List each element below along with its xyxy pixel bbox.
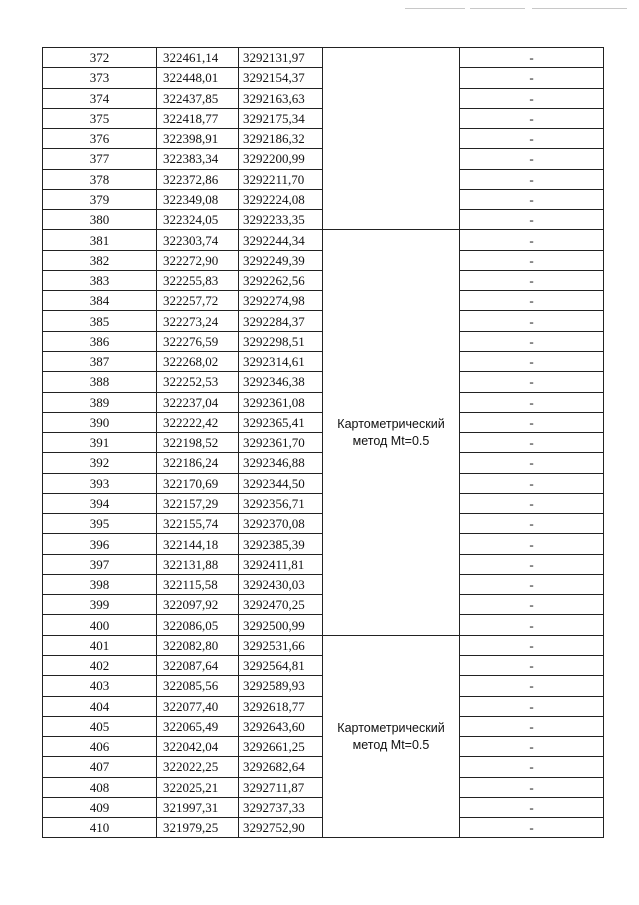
- scan-artifact: [532, 8, 627, 9]
- x-coordinate-cell: 322349,08: [157, 189, 239, 209]
- point-number-cell: 376: [43, 129, 157, 149]
- point-number-cell: 372: [43, 48, 157, 68]
- method-cell: [323, 230, 460, 635]
- point-number-cell: 400: [43, 615, 157, 635]
- y-coordinate-cell: 3292244,34: [239, 230, 323, 250]
- point-number-cell: 378: [43, 169, 157, 189]
- point-number-cell: 398: [43, 574, 157, 594]
- y-coordinate-cell: 3292752,90: [239, 818, 323, 838]
- note-cell: -: [460, 331, 604, 351]
- note-cell: -: [460, 737, 604, 757]
- point-number-cell: 391: [43, 433, 157, 453]
- y-coordinate-cell: 3292365,41: [239, 412, 323, 432]
- y-coordinate-cell: 3292346,88: [239, 453, 323, 473]
- x-coordinate-cell: 322198,52: [157, 433, 239, 453]
- note-cell: -: [460, 655, 604, 675]
- y-coordinate-cell: 3292346,38: [239, 372, 323, 392]
- y-coordinate-cell: 3292211,70: [239, 169, 323, 189]
- point-number-cell: 409: [43, 797, 157, 817]
- point-number-cell: 396: [43, 534, 157, 554]
- coordinates-table: [42, 47, 604, 838]
- y-coordinate-cell: 3292661,25: [239, 737, 323, 757]
- x-coordinate-cell: 322022,25: [157, 757, 239, 777]
- point-number-cell: 404: [43, 696, 157, 716]
- x-coordinate-cell: 322157,29: [157, 493, 239, 513]
- x-coordinate-cell: 322252,53: [157, 372, 239, 392]
- y-coordinate-cell: 3292361,08: [239, 392, 323, 412]
- y-coordinate-cell: 3292284,37: [239, 311, 323, 331]
- point-number-cell: 406: [43, 737, 157, 757]
- note-cell: -: [460, 473, 604, 493]
- point-number-cell: 384: [43, 291, 157, 311]
- point-number-cell: 387: [43, 351, 157, 371]
- note-cell: -: [460, 757, 604, 777]
- method-cell: [323, 48, 460, 230]
- note-cell: -: [460, 818, 604, 838]
- note-cell: -: [460, 493, 604, 513]
- point-number-cell: 397: [43, 554, 157, 574]
- y-coordinate-cell: 3292249,39: [239, 250, 323, 270]
- note-cell: -: [460, 615, 604, 635]
- point-number-cell: 403: [43, 676, 157, 696]
- x-coordinate-cell: 322276,59: [157, 331, 239, 351]
- note-cell: -: [460, 68, 604, 88]
- x-coordinate-cell: 322268,02: [157, 351, 239, 371]
- x-coordinate-cell: 322144,18: [157, 534, 239, 554]
- note-cell: -: [460, 250, 604, 270]
- note-cell: -: [460, 230, 604, 250]
- y-coordinate-cell: 3292385,39: [239, 534, 323, 554]
- x-coordinate-cell: 321997,31: [157, 797, 239, 817]
- point-number-cell: 377: [43, 149, 157, 169]
- x-coordinate-cell: 322418,77: [157, 108, 239, 128]
- note-cell: -: [460, 129, 604, 149]
- x-coordinate-cell: 322097,92: [157, 595, 239, 615]
- y-coordinate-cell: 3292154,37: [239, 68, 323, 88]
- table-row: [43, 230, 604, 250]
- point-number-cell: 385: [43, 311, 157, 331]
- note-cell: -: [460, 291, 604, 311]
- x-coordinate-cell: 322131,88: [157, 554, 239, 574]
- x-coordinate-cell: 322273,24: [157, 311, 239, 331]
- point-number-cell: 380: [43, 210, 157, 230]
- x-coordinate-cell: 322237,04: [157, 392, 239, 412]
- y-coordinate-cell: 3292470,25: [239, 595, 323, 615]
- note-cell: -: [460, 574, 604, 594]
- note-cell: -: [460, 311, 604, 331]
- y-coordinate-cell: 3292500,99: [239, 615, 323, 635]
- point-number-cell: 401: [43, 635, 157, 655]
- y-coordinate-cell: 3292186,32: [239, 129, 323, 149]
- y-coordinate-cell: 3292531,66: [239, 635, 323, 655]
- x-coordinate-cell: 322437,85: [157, 88, 239, 108]
- note-cell: -: [460, 412, 604, 432]
- point-number-cell: 399: [43, 595, 157, 615]
- note-cell: -: [460, 534, 604, 554]
- method-text: Картометрический: [337, 416, 445, 431]
- y-coordinate-cell: 3292163,63: [239, 88, 323, 108]
- point-number-cell: 390: [43, 412, 157, 432]
- x-coordinate-cell: 322042,04: [157, 737, 239, 757]
- method-text: метод Mt=0.5: [352, 433, 430, 448]
- x-coordinate-cell: 322186,24: [157, 453, 239, 473]
- y-coordinate-cell: 3292682,64: [239, 757, 323, 777]
- note-cell: -: [460, 777, 604, 797]
- note-cell: -: [460, 595, 604, 615]
- point-number-cell: 392: [43, 453, 157, 473]
- note-cell: -: [460, 48, 604, 68]
- y-coordinate-cell: 3292564,81: [239, 655, 323, 675]
- x-coordinate-cell: 322257,72: [157, 291, 239, 311]
- note-cell: -: [460, 169, 604, 189]
- note-cell: -: [460, 189, 604, 209]
- note-cell: -: [460, 108, 604, 128]
- y-coordinate-cell: 3292430,03: [239, 574, 323, 594]
- x-coordinate-cell: 322025,21: [157, 777, 239, 797]
- point-number-cell: 407: [43, 757, 157, 777]
- x-coordinate-cell: 322115,58: [157, 574, 239, 594]
- x-coordinate-cell: 322255,83: [157, 270, 239, 290]
- note-cell: -: [460, 453, 604, 473]
- x-coordinate-cell: 322398,91: [157, 129, 239, 149]
- scan-artifact: [405, 8, 465, 9]
- y-coordinate-cell: 3292274,98: [239, 291, 323, 311]
- note-cell: -: [460, 88, 604, 108]
- x-coordinate-cell: 322085,56: [157, 676, 239, 696]
- point-number-cell: 405: [43, 716, 157, 736]
- note-cell: -: [460, 635, 604, 655]
- y-coordinate-cell: 3292618,77: [239, 696, 323, 716]
- y-coordinate-cell: 3292711,87: [239, 777, 323, 797]
- point-number-cell: 375: [43, 108, 157, 128]
- point-number-cell: 389: [43, 392, 157, 412]
- point-number-cell: 395: [43, 514, 157, 534]
- point-number-cell: 382: [43, 250, 157, 270]
- x-coordinate-cell: 322170,69: [157, 473, 239, 493]
- point-number-cell: 394: [43, 493, 157, 513]
- note-cell: -: [460, 797, 604, 817]
- x-coordinate-cell: 322087,64: [157, 655, 239, 675]
- point-number-cell: 386: [43, 331, 157, 351]
- scan-artifact: [470, 8, 525, 9]
- y-coordinate-cell: 3292314,61: [239, 351, 323, 371]
- y-coordinate-cell: 3292200,99: [239, 149, 323, 169]
- note-cell: -: [460, 210, 604, 230]
- note-cell: -: [460, 392, 604, 412]
- y-coordinate-cell: 3292361,70: [239, 433, 323, 453]
- y-coordinate-cell: 3292370,08: [239, 514, 323, 534]
- x-coordinate-cell: 322272,90: [157, 250, 239, 270]
- x-coordinate-cell: 321979,25: [157, 818, 239, 838]
- point-number-cell: 374: [43, 88, 157, 108]
- point-number-cell: 383: [43, 270, 157, 290]
- point-number-cell: 393: [43, 473, 157, 493]
- y-coordinate-cell: 3292233,35: [239, 210, 323, 230]
- x-coordinate-cell: 322082,80: [157, 635, 239, 655]
- point-number-cell: 402: [43, 655, 157, 675]
- x-coordinate-cell: 322222,42: [157, 412, 239, 432]
- y-coordinate-cell: 3292224,08: [239, 189, 323, 209]
- note-cell: -: [460, 372, 604, 392]
- x-coordinate-cell: 322372,86: [157, 169, 239, 189]
- note-cell: -: [460, 696, 604, 716]
- x-coordinate-cell: 322383,34: [157, 149, 239, 169]
- x-coordinate-cell: 322077,40: [157, 696, 239, 716]
- note-cell: -: [460, 149, 604, 169]
- x-coordinate-cell: 322324,05: [157, 210, 239, 230]
- method-cell: [323, 635, 460, 838]
- point-number-cell: 381: [43, 230, 157, 250]
- point-number-cell: 379: [43, 189, 157, 209]
- y-coordinate-cell: 3292344,50: [239, 473, 323, 493]
- x-coordinate-cell: 322155,74: [157, 514, 239, 534]
- point-number-cell: 373: [43, 68, 157, 88]
- y-coordinate-cell: 3292262,56: [239, 270, 323, 290]
- note-cell: -: [460, 433, 604, 453]
- x-coordinate-cell: 322303,74: [157, 230, 239, 250]
- note-cell: -: [460, 554, 604, 574]
- method-text: Картометрический: [337, 720, 445, 735]
- coordinates-table-body: [43, 48, 604, 838]
- x-coordinate-cell: 322448,01: [157, 68, 239, 88]
- y-coordinate-cell: 3292356,71: [239, 493, 323, 513]
- y-coordinate-cell: 3292737,33: [239, 797, 323, 817]
- note-cell: -: [460, 676, 604, 696]
- x-coordinate-cell: 322461,14: [157, 48, 239, 68]
- point-number-cell: 408: [43, 777, 157, 797]
- method-text: метод Mt=0.5: [352, 737, 430, 752]
- y-coordinate-cell: 3292411,81: [239, 554, 323, 574]
- y-coordinate-cell: 3292589,93: [239, 676, 323, 696]
- point-number-cell: 410: [43, 818, 157, 838]
- table-row: [43, 635, 604, 655]
- note-cell: -: [460, 716, 604, 736]
- y-coordinate-cell: 3292175,34: [239, 108, 323, 128]
- y-coordinate-cell: 3292131,97: [239, 48, 323, 68]
- x-coordinate-cell: 322065,49: [157, 716, 239, 736]
- y-coordinate-cell: 3292298,51: [239, 331, 323, 351]
- point-number-cell: 388: [43, 372, 157, 392]
- x-coordinate-cell: 322086,05: [157, 615, 239, 635]
- table-row: [43, 48, 604, 68]
- note-cell: -: [460, 351, 604, 371]
- note-cell: -: [460, 270, 604, 290]
- y-coordinate-cell: 3292643,60: [239, 716, 323, 736]
- note-cell: -: [460, 514, 604, 534]
